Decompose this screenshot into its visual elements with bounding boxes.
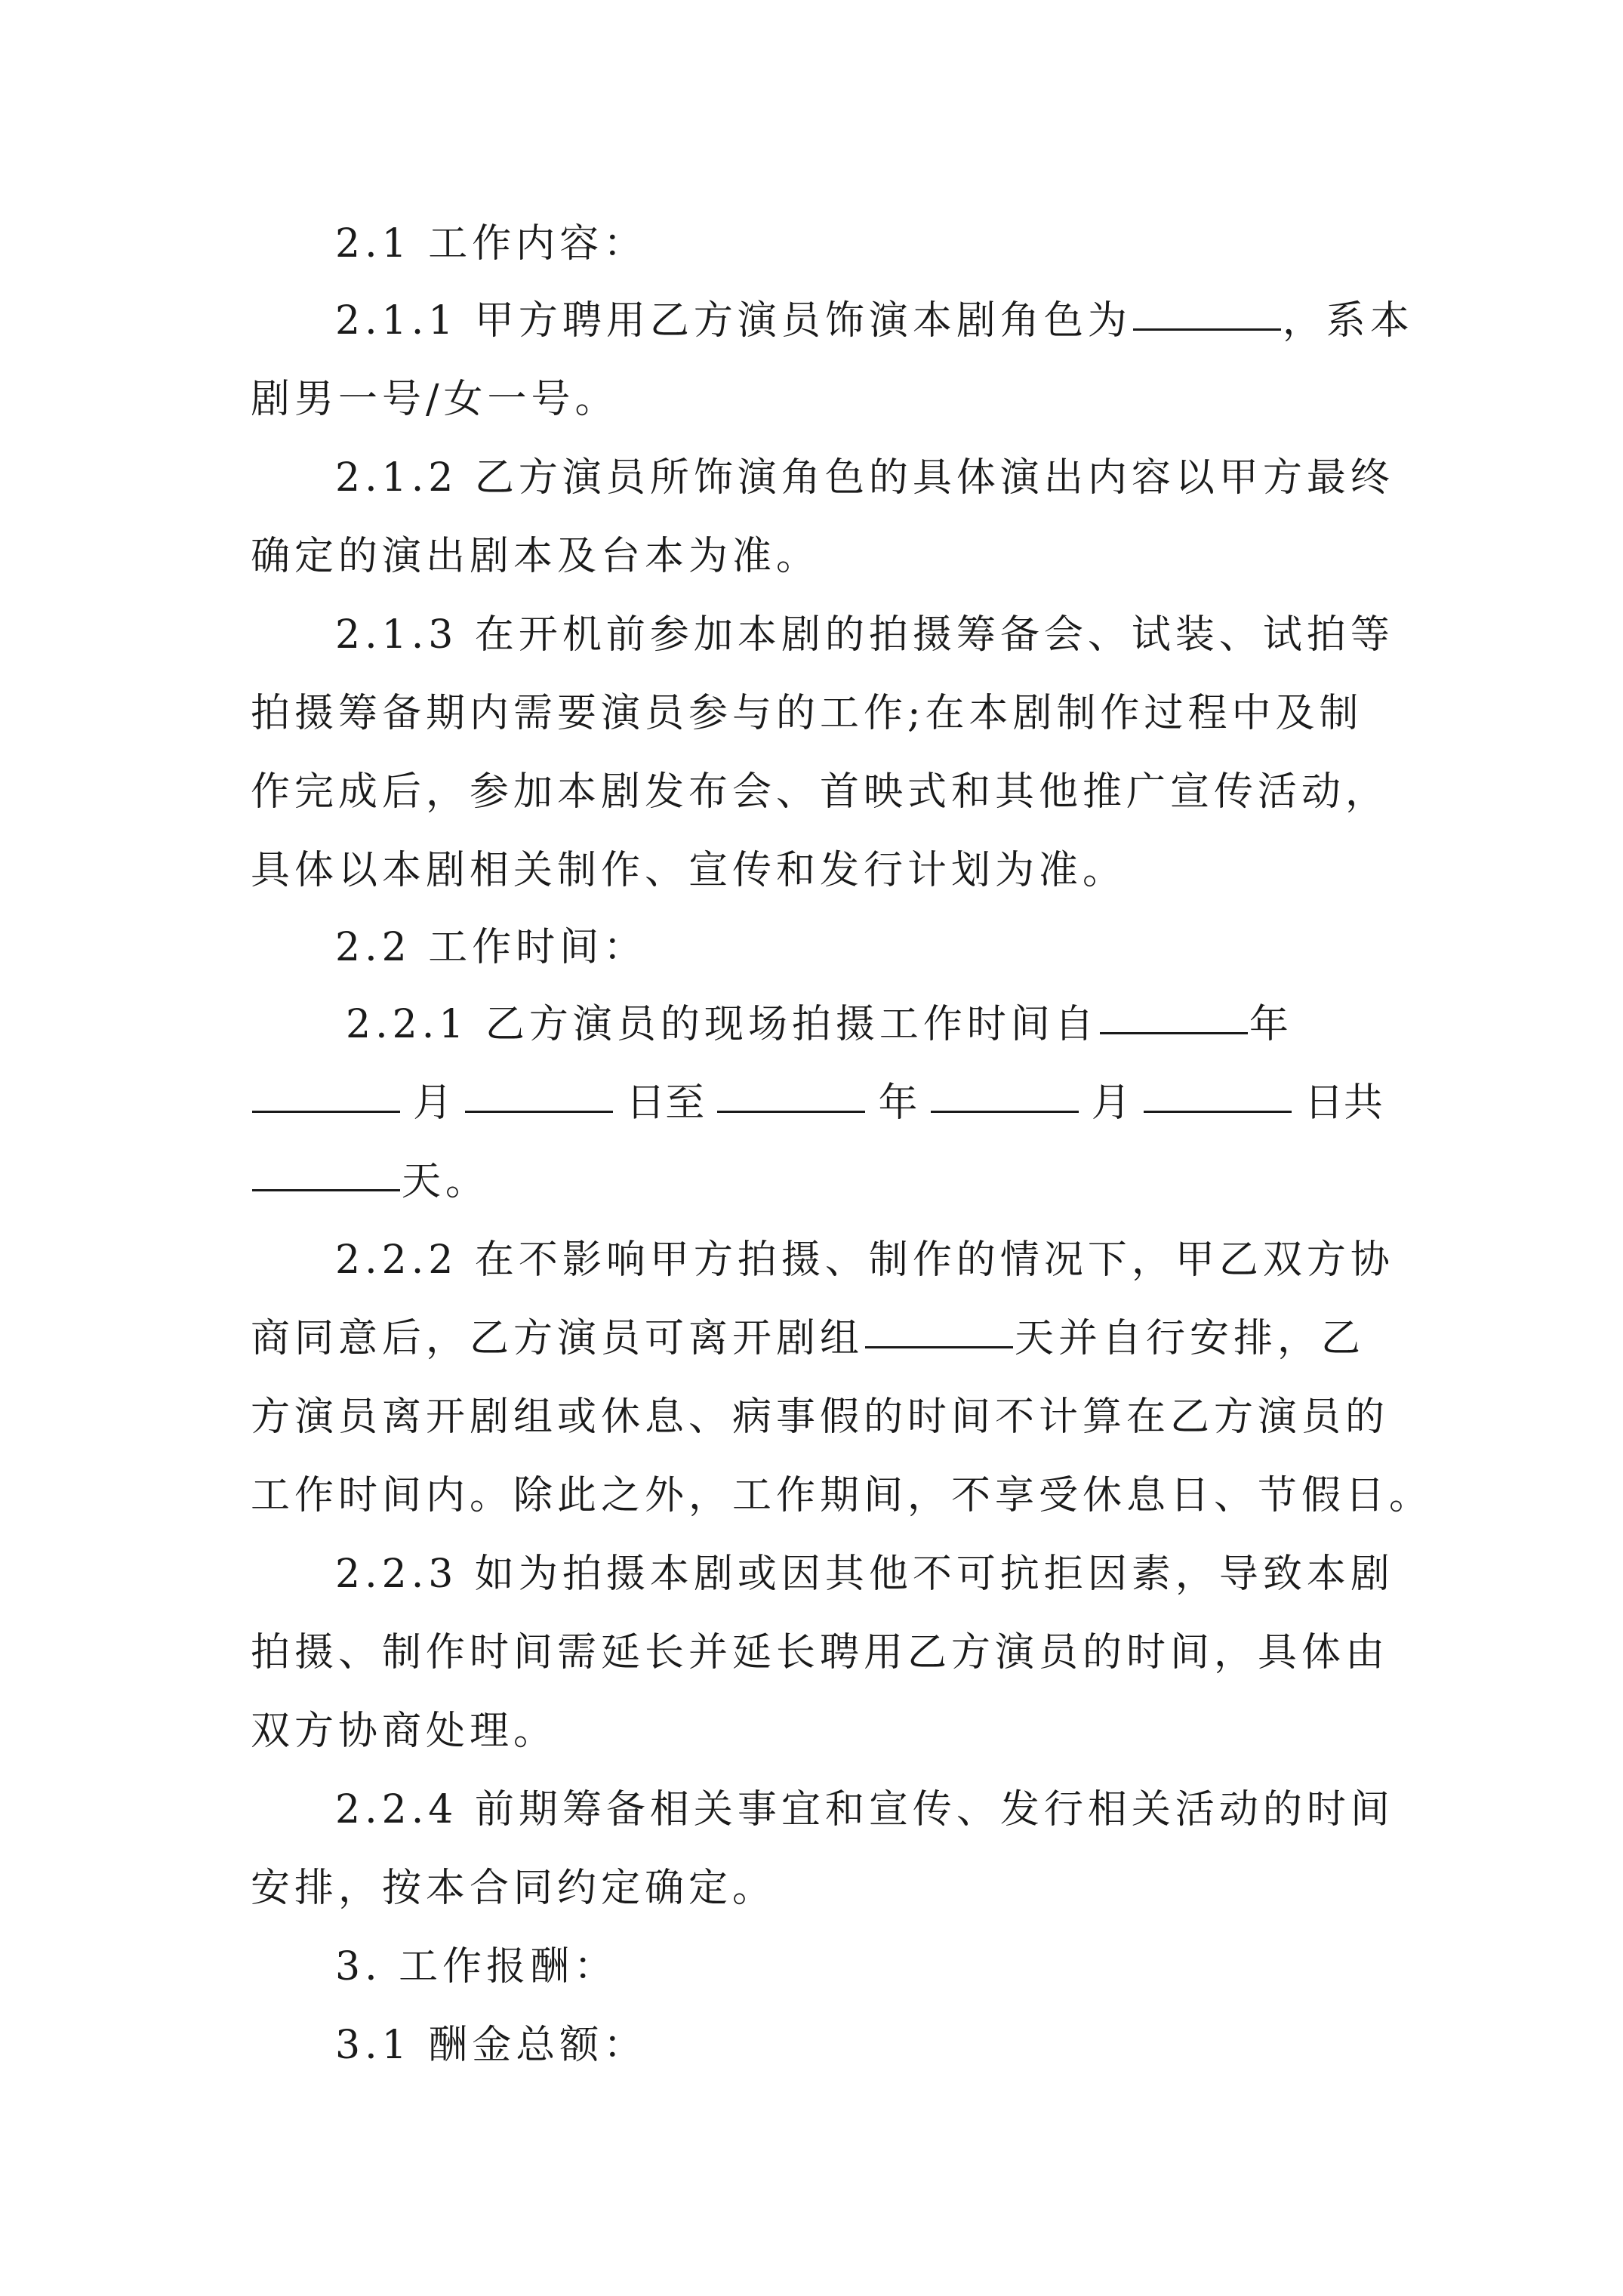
section-heading-3-1: 3.1 酬金总额： bbox=[335, 2023, 648, 2068]
fill-in-blank bbox=[717, 1110, 865, 1113]
paragraph-line: 2.2.3 如为拍摄本剧或因其他不可抗拒因素，导致本剧 bbox=[335, 1552, 1394, 1597]
paragraph-line: 具体以本剧相关制作、宣传和发行计划为准。 bbox=[251, 848, 1127, 893]
paragraph-line bbox=[335, 279, 1467, 362]
paragraph-line: 2.2.4 前期筹备相关事宜和宣传、发行相关活动的时间 bbox=[335, 1787, 1394, 1832]
paragraph-line: 确定的演出剧本及台本为准。 bbox=[251, 534, 821, 579]
text-segment: 日共 bbox=[1304, 1080, 1383, 1126]
fill-in-blank bbox=[931, 1110, 1079, 1113]
fill-in-blank bbox=[1144, 1110, 1292, 1113]
paragraph-line bbox=[251, 1297, 1383, 1380]
date-blanks-row bbox=[251, 1062, 1383, 1145]
fill-in-blank bbox=[465, 1110, 613, 1113]
paragraph-line: 2.2.2 在不影响甲方拍摄、制作的情况下，甲乙双方协 bbox=[335, 1237, 1394, 1283]
paragraph-line bbox=[251, 1140, 1383, 1223]
paragraph-line: 安排，按本合同约定确定。 bbox=[251, 1866, 777, 1911]
paragraph-line bbox=[251, 1062, 1383, 1145]
text-segment: ，系本 bbox=[1282, 298, 1414, 344]
text-segment: 天。 bbox=[402, 1159, 490, 1204]
paragraph-line bbox=[346, 983, 1478, 1066]
paragraph-line: 2.1.3 在开机前参加本剧的拍摄筹备会、试装、试拍等 bbox=[335, 612, 1394, 658]
paragraph-line: 剧男一号/女一号。 bbox=[251, 377, 619, 422]
text-segment: 商同意后，乙方演员可离开剧组 bbox=[251, 1316, 864, 1361]
text-segment: 日至 bbox=[626, 1080, 705, 1126]
section-heading-3: 3. 工作报酬： bbox=[335, 1944, 618, 1989]
paragraph-line: 作完成后，参加本剧发布会、首映式和其他推广宣传活动， bbox=[251, 769, 1390, 815]
paragraph-line: 拍摄筹备期内需要演员参与的工作;在本剧制作过程中及制 bbox=[251, 691, 1363, 736]
section-heading-2-2: 2.2 工作时间： bbox=[335, 925, 648, 970]
text-segment: 天并自行安排，乙 bbox=[1015, 1316, 1366, 1361]
paragraph-line: 双方协商处理。 bbox=[251, 1709, 558, 1754]
text-segment: 2.1.1 甲方聘用乙方演员饰演本剧角色为 bbox=[335, 298, 1132, 344]
fill-in-blank bbox=[1133, 328, 1281, 331]
fill-in-blank bbox=[1100, 1031, 1248, 1034]
fill-in-blank bbox=[865, 1345, 1013, 1348]
section-heading-2-1: 2.1 工作内容： bbox=[335, 221, 648, 267]
paragraph-line: 方演员离开剧组或休息、病事假的时间不计算在乙方演员的 bbox=[251, 1395, 1390, 1440]
text-segment: 月 bbox=[1091, 1080, 1131, 1126]
text-segment: 年 bbox=[1249, 1002, 1293, 1047]
paragraph-line: 工作时间内。除此之外，工作期间，不享受休息日、节假日。 bbox=[251, 1473, 1434, 1518]
text-segment: 年 bbox=[878, 1080, 918, 1126]
paragraph-line: 拍摄、制作时间需延长并延长聘用乙方演员的时间，具体由 bbox=[251, 1630, 1390, 1675]
fill-in-blank bbox=[252, 1188, 400, 1191]
text-segment: 2.2.1 乙方演员的现场拍摄工作时间自 bbox=[346, 1002, 1098, 1047]
paragraph-line: 2.1.2 乙方演员所饰演角色的具体演出内容以甲方最终 bbox=[335, 455, 1394, 501]
fill-in-blank bbox=[252, 1110, 400, 1113]
text-segment: 月 bbox=[413, 1080, 453, 1126]
